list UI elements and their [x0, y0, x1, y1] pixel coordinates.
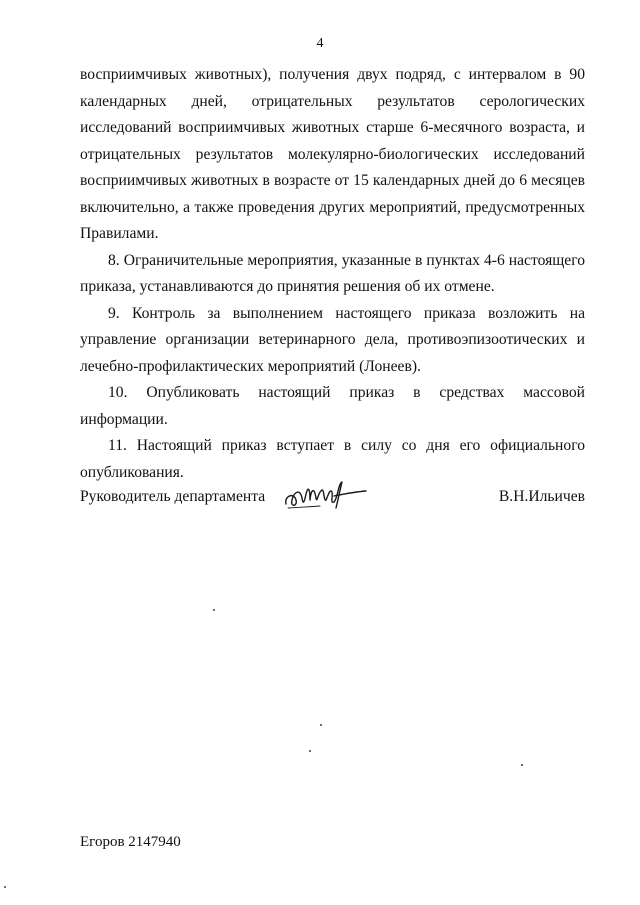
paragraph-item-9: 9. Контроль за выполнением настоящего приказа возложить на управление организации ветеринарного дела, противоэпизоотических и лечебно-профилактических мероприятий (Лонеев). [80, 304, 585, 375]
page-number: 4 [316, 36, 324, 51]
scan-speck [213, 609, 215, 611]
handwritten-signature [280, 474, 370, 514]
paragraph-item-10: 10. Опубликовать настоящий приказ в средствах массовой информации. [80, 384, 585, 428]
scan-speck [4, 886, 6, 888]
document-body [80, 62, 585, 486]
scan-speck [309, 750, 311, 752]
signatory-position: Руководитель департамента [80, 488, 266, 505]
signature-block [80, 484, 585, 514]
executor-info: Егоров 2147940 [80, 834, 181, 850]
paragraph-item-8: 8. Ограничительные мероприятия, указанные в пунктах 4-6 настоящего приказа, устанавливаются до принятия решения об их отмене. [80, 251, 585, 295]
paragraph-continuation: восприимчивых животных), получения двух подряд, с интервалом в 90 календарных дней, отрицательных результатов серологических исследований восприимчивых животных старше 6-месячного возраста, и отрицательных результатов молекулярно-биологических исследований восприимчивых животных в возрасте от 15 календарных дней до 6 месяцев включительно, а также проведения других мероприятий, предусмотренных Правилами. [80, 66, 585, 242]
scan-speck [320, 724, 322, 726]
paragraph-item-11: 11. Настоящий приказ вступает в силу со дня его официального опубликования. [80, 437, 585, 481]
signatory-name: В.Н.Ильичев [498, 488, 585, 505]
scan-speck [521, 764, 523, 766]
